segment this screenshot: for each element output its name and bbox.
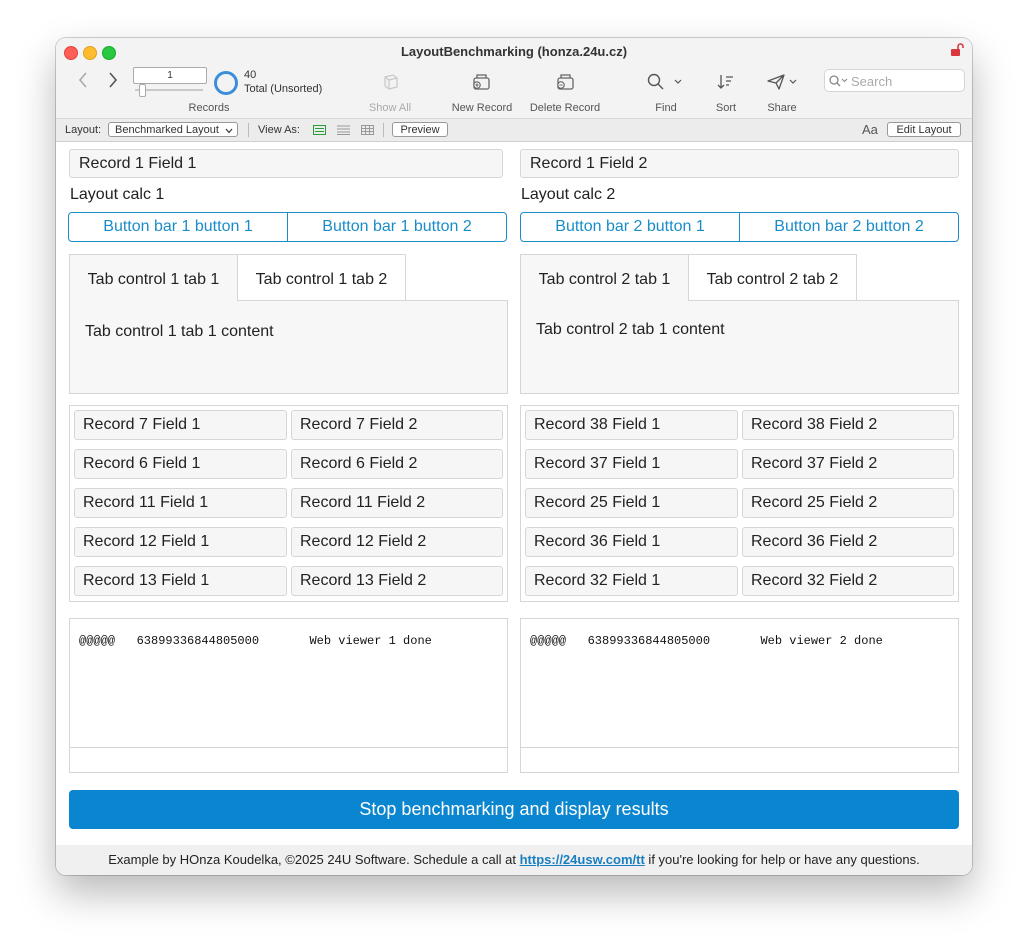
records-label: Records [188,102,230,114]
find-icon[interactable] [646,72,682,92]
layout-calc-2: Layout calc 2 [521,186,616,203]
tab-control-2-content: Tab control 2 tab 1 content [536,321,725,338]
chevron-right-icon [108,72,118,88]
portal-1-row-2-field-2[interactable]: Record 6 Field 2 [291,449,503,479]
record-number-input[interactable]: 1 [133,67,207,84]
sort-icon[interactable] [716,72,736,92]
layout-select[interactable] [108,122,238,137]
delete-record-label[interactable]: Delete Record [529,102,601,114]
web-viewer-1-divider [70,747,507,748]
new-record-label[interactable]: New Record [451,102,513,114]
portal-2-row-1-field-1[interactable]: Record 38 Field 1 [525,410,738,440]
tab-control-2 [520,254,959,394]
tab-control-1 [69,254,508,394]
table-view-icon[interactable] [361,125,374,135]
tab-control-1-tab-2[interactable]: Tab control 1 tab 2 [237,254,406,301]
portal-1-row-3-field-2[interactable]: Record 11 Field 2 [291,488,503,518]
find-label[interactable]: Find [655,102,677,114]
show-all-icon[interactable] [381,72,401,92]
preview-button[interactable]: Preview [392,122,448,137]
tab-control-1-panel [69,300,508,394]
share-label[interactable]: Share [767,102,797,114]
button-bar-2 [520,212,959,242]
portal-1-row-1-field-2[interactable]: Record 7 Field 2 [291,410,503,440]
toolbar [56,38,972,119]
portal-1-row-4-field-1[interactable]: Record 12 Field 1 [74,527,287,557]
portal-1-row-4-field-2[interactable]: Record 12 Field 2 [291,527,503,557]
found-set-pie-icon [214,71,238,95]
button-bar-2-button-1[interactable]: Button bar 2 button 1 [555,218,705,235]
button-bar-1-button-1[interactable]: Button bar 1 button 1 [103,218,253,235]
record-slider-knob[interactable] [139,84,146,97]
chevron-down-icon [225,128,233,134]
record-count: 40 [244,69,257,81]
app-window [56,38,972,875]
sort-label[interactable]: Sort [715,102,737,114]
stop-benchmarking-button[interactable]: Stop benchmarking and display results [69,790,959,829]
chevron-left-icon [78,72,88,88]
button-bar-2-button-2[interactable]: Button bar 2 button 2 [739,213,958,241]
list-view-icon[interactable] [337,125,350,135]
footer [56,845,972,875]
tab-control-1-tab-1[interactable]: Tab control 1 tab 1 [69,254,238,301]
tab-control-2-panel [520,300,959,394]
layout-calc-1: Layout calc 1 [70,186,165,203]
portal-2-row-5-field-2[interactable]: Record 32 Field 2 [742,566,954,596]
portal-2-row-5-field-1[interactable]: Record 32 Field 1 [525,566,738,596]
search-field[interactable]: Search [824,69,965,92]
portal-1-row-1-field-1[interactable]: Record 7 Field 1 [74,410,287,440]
form-view-icon[interactable] [313,125,326,135]
share-icon[interactable] [766,72,800,92]
delete-record-icon[interactable] [555,72,577,92]
divider [383,123,384,137]
record-field-1[interactable]: Record 1 Field 1 [69,149,503,178]
portal-1-row-2-field-1[interactable]: Record 6 Field 1 [74,449,287,479]
portal-2-row-4-field-2[interactable]: Record 36 Field 2 [742,527,954,557]
layout-label: Layout: [65,124,102,136]
portal-2-row-1-field-2[interactable]: Record 38 Field 2 [742,410,954,440]
layout-select-value: Benchmarked Layout [115,124,219,136]
divider [248,123,249,137]
layout-content [56,142,972,875]
footer-suffix: if you're looking for help or have any questions. [644,852,920,867]
footer-link[interactable]: https://24usw.com/tt [519,852,645,867]
tab-control-1-content: Tab control 1 tab 1 content [85,323,274,340]
web-viewer-2[interactable] [520,618,959,773]
portal-2 [520,405,959,602]
button-bar-1-button-2[interactable]: Button bar 1 button 2 [287,213,506,241]
portal-2-row-4-field-1[interactable]: Record 36 Field 1 [525,527,738,557]
view-as-label: View As: [258,124,300,136]
new-record-icon[interactable] [471,72,493,92]
show-all-label[interactable]: Show All [368,102,412,114]
web-viewer-1-text: @@@@@ 63899336844805000 Web viewer 1 done [79,634,432,648]
portal-2-row-2-field-2[interactable]: Record 37 Field 2 [742,449,954,479]
portal-1-row-5-field-2[interactable]: Record 13 Field 2 [291,566,503,596]
web-viewer-1[interactable] [69,618,508,773]
total-label: Total (Unsorted) [244,83,323,95]
web-viewer-2-divider [521,747,958,748]
portal-2-row-3-field-1[interactable]: Record 25 Field 1 [525,488,738,518]
portal-2-row-2-field-1[interactable]: Record 37 Field 1 [525,449,738,479]
tab-control-2-tab-2[interactable]: Tab control 2 tab 2 [688,254,857,301]
record-field-2[interactable]: Record 1 Field 2 [520,149,959,178]
portal-1-row-3-field-1[interactable]: Record 11 Field 1 [74,488,287,518]
text-formatting-icon[interactable]: Aa [862,122,878,137]
web-viewer-2-text: @@@@@ 63899336844805000 Web viewer 2 done [530,634,883,648]
portal-1-row-5-field-1[interactable]: Record 13 Field 1 [74,566,287,596]
tab-control-2-tab-1[interactable]: Tab control 2 tab 1 [520,254,689,301]
footer-prefix: Example by HOnza Koudelka, ©2025 24U Software. Schedule a call at [108,852,520,867]
button-bar-1 [68,212,507,242]
edit-layout-button[interactable]: Edit Layout [887,122,961,137]
layout-bar [56,119,972,142]
unlock-icon[interactable] [950,43,964,57]
portal-2-row-3-field-2[interactable]: Record 25 Field 2 [742,488,954,518]
previous-record-button[interactable] [75,72,91,92]
next-record-button[interactable] [105,72,121,92]
window-title: LayoutBenchmarking (honza.24u.cz) [400,44,628,59]
portal-1 [69,405,508,602]
search-icon [829,75,851,87]
